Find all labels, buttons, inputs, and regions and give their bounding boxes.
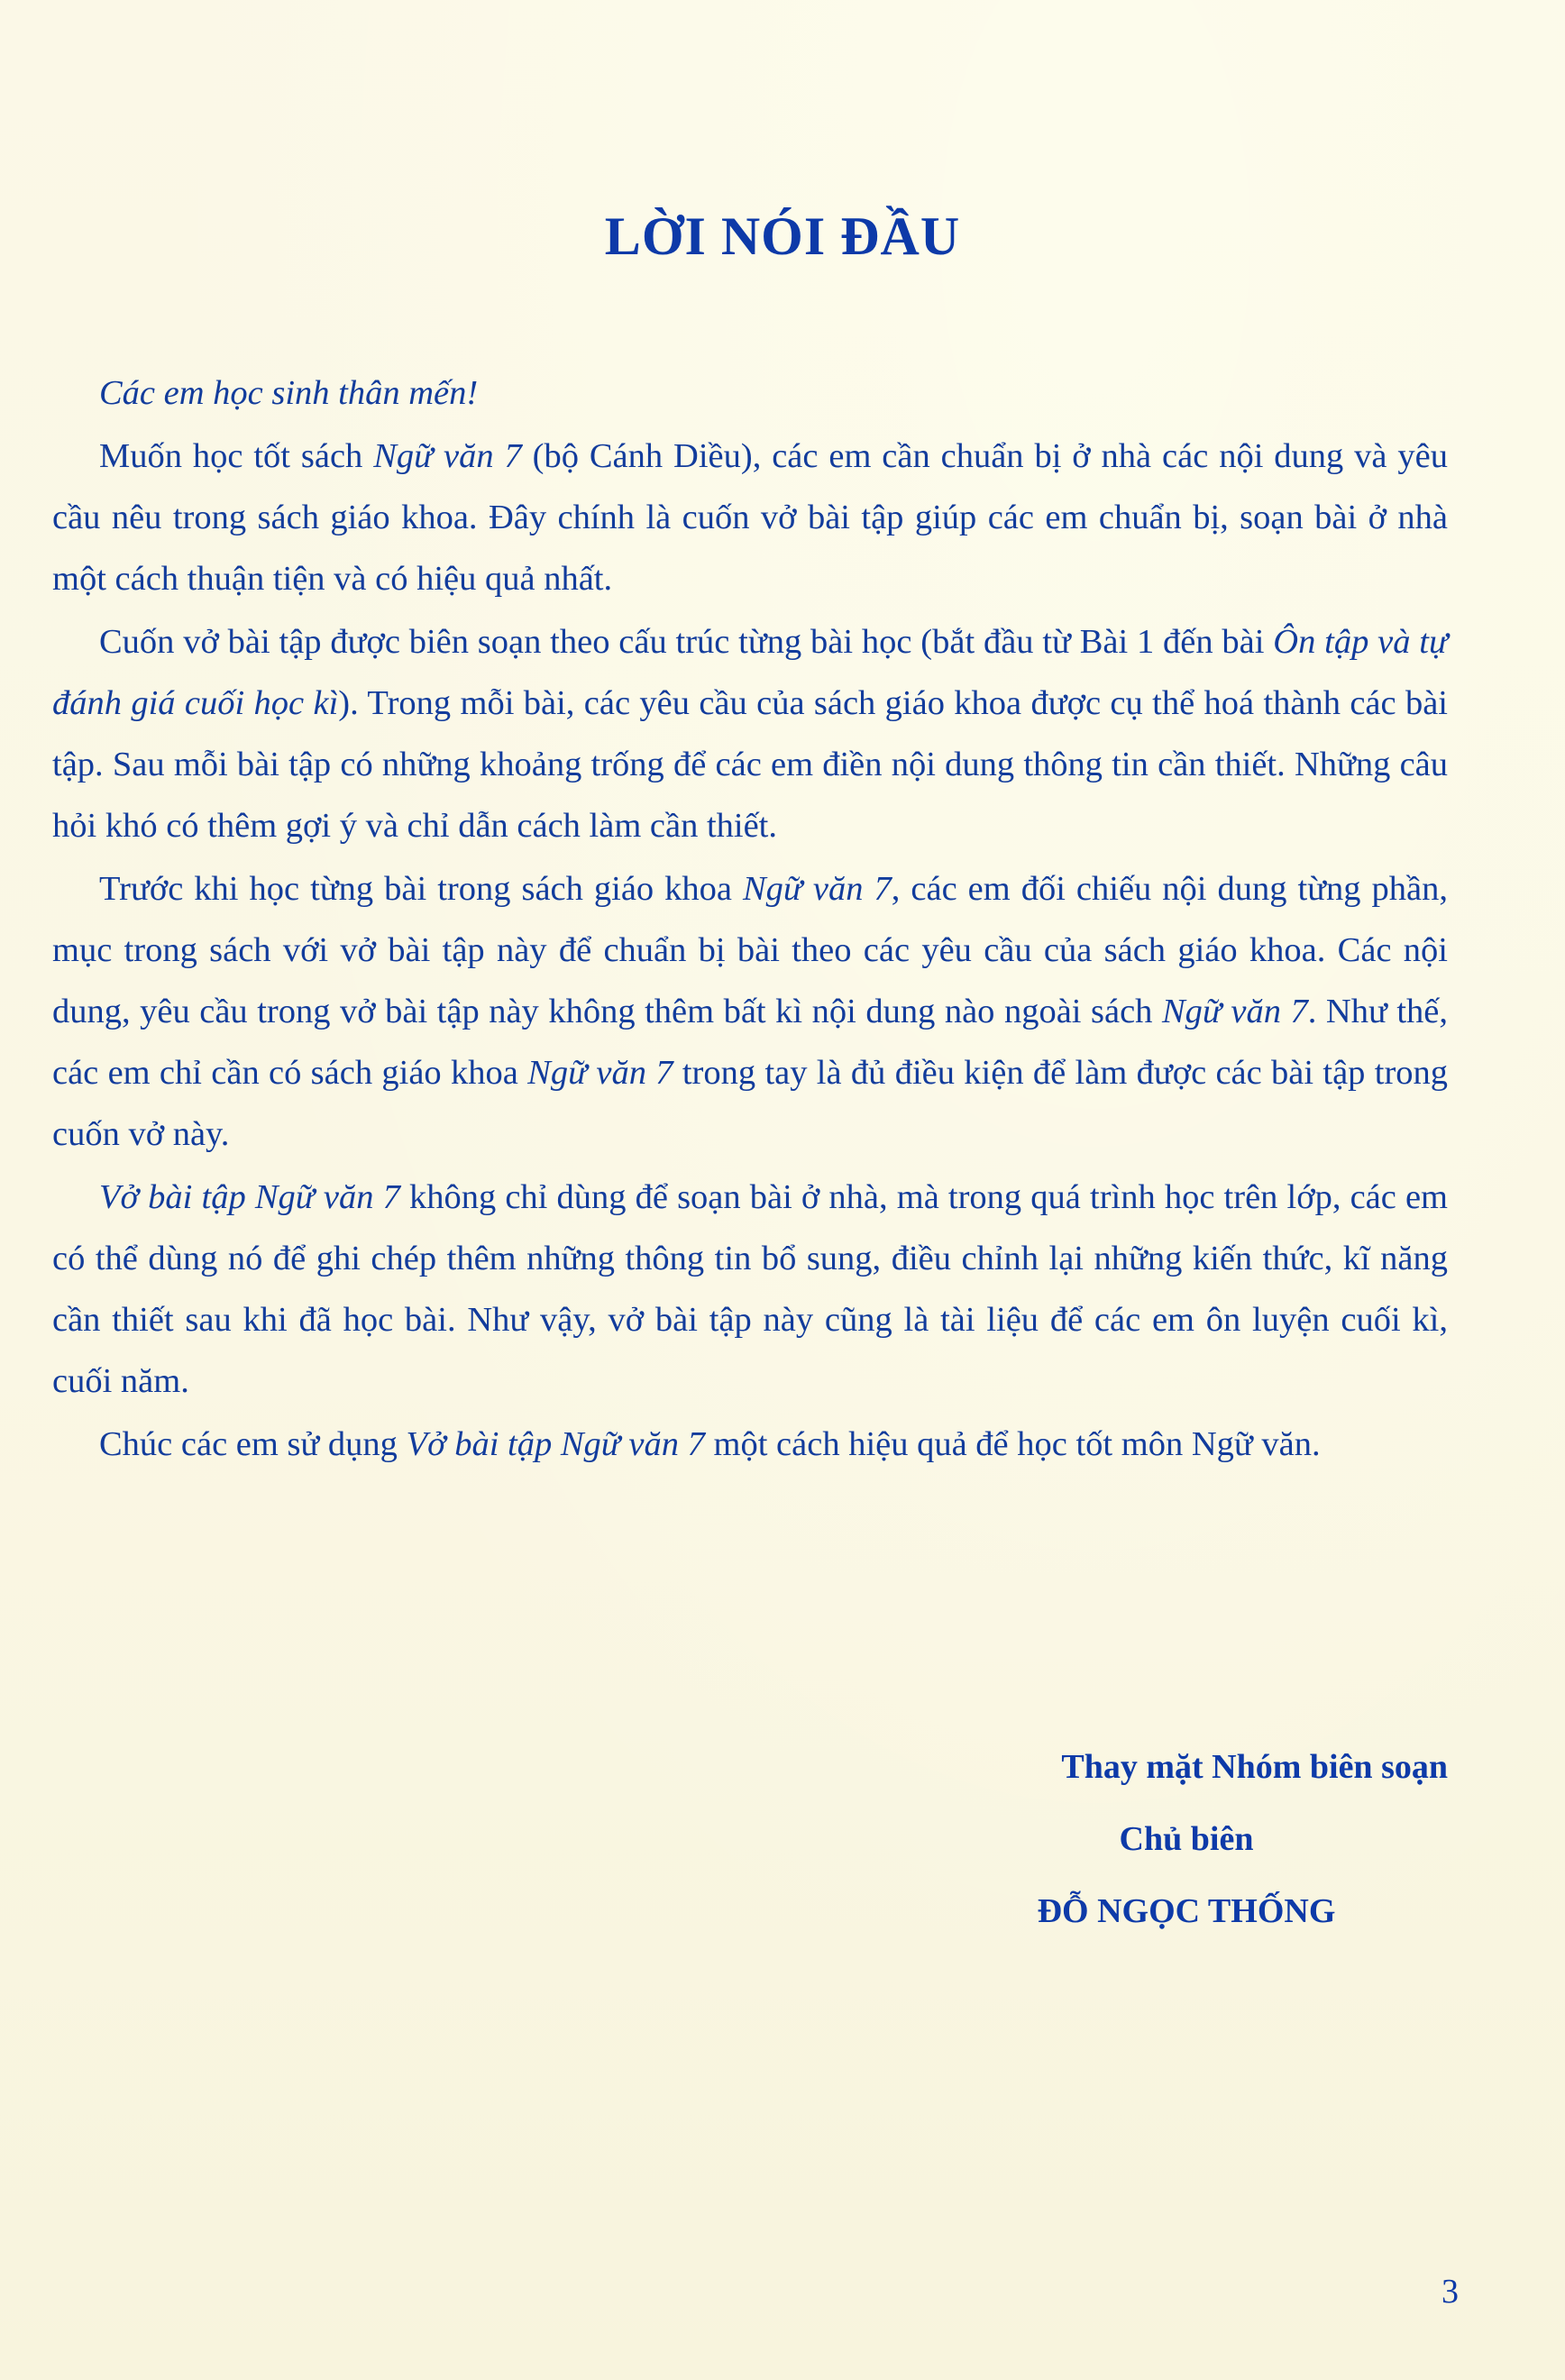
paragraph-3-text: . Như thế, các em chỉ cần có sách giáo khoa <box>52 993 1448 1092</box>
paragraph-1-text: (bộ Cánh Diều), các em cần chuẩn bị ở nhà các nội dung và yêu cầu nêu trong sách giáo khoa. Đây chính là cuốn vở bài tập giúp các em chuẩn bị, soạn bài ở nhà một cách thuận tiện và có hiệu quả nhất. <box>52 437 1448 598</box>
book-title-italic: Ngữ văn 7 <box>743 870 892 908</box>
signature-title: Chủ biên <box>1119 1820 1254 1858</box>
book-title-italic: Ngữ văn 7 <box>527 1054 673 1092</box>
page-title: LỜI NÓI ĐẦU <box>604 206 961 266</box>
paragraph-3-text: trong tay là đủ điều kiện để làm được các bài tập trong cuốn vở này. <box>52 1054 1449 1153</box>
paragraph-4 <box>52 1167 1448 1412</box>
paragraph-3 <box>52 858 1448 1165</box>
signature-name: ĐỖ NGỌC THỐNG <box>1037 1892 1336 1930</box>
paragraph-1 <box>52 426 1448 609</box>
paragraph-5-text: một cách hiệu quả để học tốt môn Ngữ văn. <box>704 1425 1321 1463</box>
paragraph-3-text: , các em đối chiếu nội dung từng phần, mục trong sách với vở bài tập này để chuẩn bị bài theo các yêu cầu của sách giáo khoa. Các nội dung, yêu cầu trong vở bài tập này không thêm bất kì nội dung nào ngoài sách <box>52 870 1449 1030</box>
workbook-title-italic: Vở bài tập Ngữ văn 7 <box>406 1425 705 1463</box>
paragraph-2 <box>52 611 1448 856</box>
paragraph-3-text: Trước khi học từng bài trong sách giáo khoa <box>99 870 743 908</box>
preface-body <box>52 362 1448 1477</box>
paragraph-1-text: Muốn học tốt sách <box>99 437 374 475</box>
paragraph-4-text: không chỉ dùng để soạn bài ở nhà, mà trong quá trình học trên lớp, các em có thể dùng nó để ghi chép thêm những thông tin bổ sung, điều chỉnh lại những kiến thức, kĩ năng cần thiết sau khi đã học bài. Như vậy, vở bài tập này cũng là tài liệu để các em ôn luyện cuối kì, cuối năm. <box>52 1178 1448 1400</box>
greeting: Các em học sinh thân mến! <box>99 374 479 412</box>
paragraph-2-text: ). Trong mỗi bài, các yêu cầu của sách giáo khoa được cụ thể hoá thành các bài tập. Sau mỗi bài tập có những khoảng trống để các em điền nội dung thông tin cần thiết. Những câu hỏi khó có thêm gợi ý và chỉ dẫn cách làm cần thiết. <box>52 684 1449 845</box>
signature-role: Thay mặt Nhóm biên soạn <box>1061 1748 1448 1786</box>
workbook-title-italic: Vở bài tập Ngữ văn 7 <box>99 1178 400 1216</box>
book-title-italic: Ngữ văn 7 <box>1161 993 1308 1030</box>
book-title-italic: Ngữ văn 7 <box>373 437 522 475</box>
paragraph-2-text: Cuốn vở bài tập được biên soạn theo cấu trúc từng bài học (bắt đầu từ Bài 1 đến bài <box>99 623 1274 661</box>
paragraph-5-text: Chúc các em sử dụng <box>99 1425 407 1463</box>
paragraph-5 <box>52 1414 1448 1475</box>
signature-block <box>817 1740 1448 1956</box>
page-number: 3 <box>1441 2273 1459 2311</box>
lesson-title-italic: Ôn tập và tự đánh giá cuối học kì <box>52 623 1448 722</box>
